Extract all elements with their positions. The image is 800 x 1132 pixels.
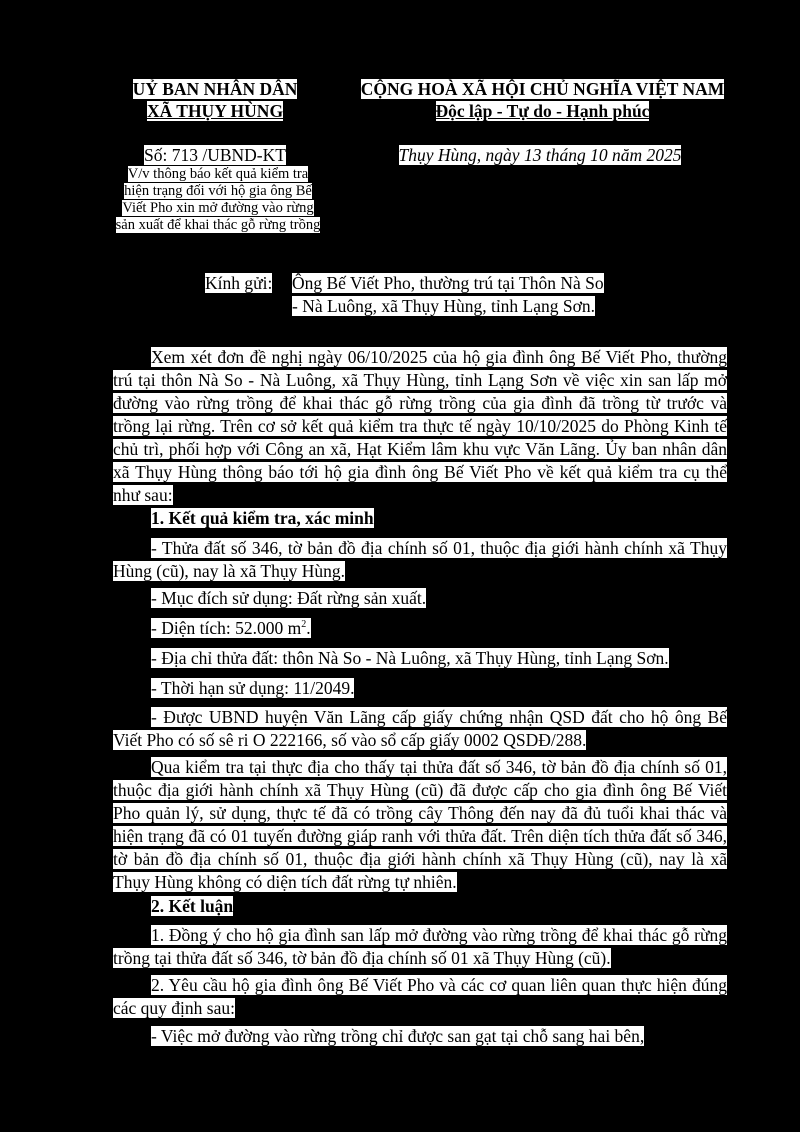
section2-title: 2. Kết luận — [151, 896, 234, 916]
subject-line-4: sản xuất để khai thác gỗ rừng trồng — [115, 217, 321, 233]
field-check-paragraph: Qua kiểm tra tại thực địa cho thấy tại thửa đất số 346, tờ bản đồ địa chính số 01, thuộc địa giới hành chính xã Thụy Hùng (cũ) đã được cấp cho gia đình ông Bế Viết Pho quản lý, sử dụng, thực tế đã có trồng cây Thông đến nay đã đủ tuổi khai thác và hiện trạng đã có 01 tuyến đường giáp ranh với thửa đất. Trên diện tích thửa đất số 346, tờ bản đồ địa chính số 01, thuộc địa giới hành chính xã Thụy Hùng (cũ), nay là xã Thụy Hùng không có diện tích đất rừng tự nhiên. — [113, 757, 727, 892]
subject-line-1: V/v thông báo kết quả kiểm tra — [127, 166, 309, 182]
subject-line-2: hiện trạng đối với hộ gia ông Bế — [124, 183, 312, 199]
item-address: - Địa chỉ thửa đất: thôn Nà So - Nà Luông, xã Thụy Hùng, tỉnh Lạng Sơn. — [151, 648, 669, 668]
item-certificate: - Được UBND huyện Văn Lãng cấp giấy chứng nhận QSD đất cho hộ ông Bế Viết Pho có số sê ri O 222166, số vào sổ cấp giấy 0002 QSDĐ/288. — [113, 707, 727, 750]
recipient-line2: - Nà Luông, xã Thụy Hùng, tỉnh Lạng Sơn. — [292, 296, 595, 316]
recipient-label: Kính gửi: — [205, 273, 273, 293]
national-motto: Độc lập - Tự do - Hạnh phúc — [435, 101, 650, 121]
item-land-parcel: - Thửa đất số 346, tờ bản đồ địa chính số 01, thuộc địa giới hành chính xã Thụy Hùng (cũ), nay là xã Thụy Hùng. — [113, 538, 727, 581]
section1-title: 1. Kết quả kiểm tra, xác minh — [151, 508, 374, 528]
national-title: CỘNG HOÀ XÃ HỘI CHỦ NGHĨA VIỆT NAM — [360, 79, 725, 99]
item-term: - Thời hạn sử dụng: 11/2049. — [151, 678, 355, 698]
conclusion-1: 1. Đồng ý cho hộ gia đình san lấp mở đường vào rừng trồng để khai thác gỗ rừng trồng tại thửa đất số 346, tờ bản đồ địa chính số 01 xã Thụy Hùng (cũ). — [113, 925, 727, 968]
recipient-line1: Ông Bế Viết Pho, thường trú tại Thôn Nà So — [292, 273, 604, 293]
item-purpose: - Mục đích sử dụng: Đất rừng sản xuất. — [151, 588, 427, 608]
intro-paragraph: Xem xét đơn đề nghị ngày 06/10/2025 của hộ gia đình ông Bế Viết Pho, thường trú tại thôn Nà So - Nà Luông, xã Thụy Hùng, tỉnh Lạng Sơn về việc xin san lấp mở đường vào rừng trồng để khai thác gỗ rừng trồng của gia đình đã trồng từ trước và trồng lại rừng. Trên cơ sở kết quả kiểm tra thực tế ngày 10/10/2025 do Phòng Kinh tế chủ trì, phối hợp với Công an xã, Hạt Kiểm lâm khu vực Văn Lãng. Ủy ban nhân dân xã Thụy Hùng thông báo tới hộ gia đình ông Bế Viết Pho về kết quả kiểm tra cụ thể như sau: — [113, 347, 727, 505]
issuing-org-line1: UỶ BAN NHÂN DÂN — [132, 79, 298, 99]
document-number: Số: 713 /UBND-KT — [144, 145, 286, 165]
item-area: - Diện tích: 52.000 $m^2$. — [151, 618, 311, 638]
conclusion-2: 2. Yêu cầu hộ gia đình ông Bế Viết Pho và các cơ quan liên quan thực hiện đúng các quy định sau: — [113, 975, 727, 1018]
issuing-org-line2: XÃ THỤY HÙNG — [146, 101, 284, 121]
subject-line-3: Viết Pho xin mở đường vào rừng — [122, 200, 314, 216]
conclusion-2-item-1: - Việc mở đường vào rừng trồng chỉ được san gạt tại chỗ sang hai bên, — [151, 1026, 645, 1046]
place-date: Thụy Hùng, ngày 13 tháng 10 năm 2025 — [398, 145, 682, 165]
